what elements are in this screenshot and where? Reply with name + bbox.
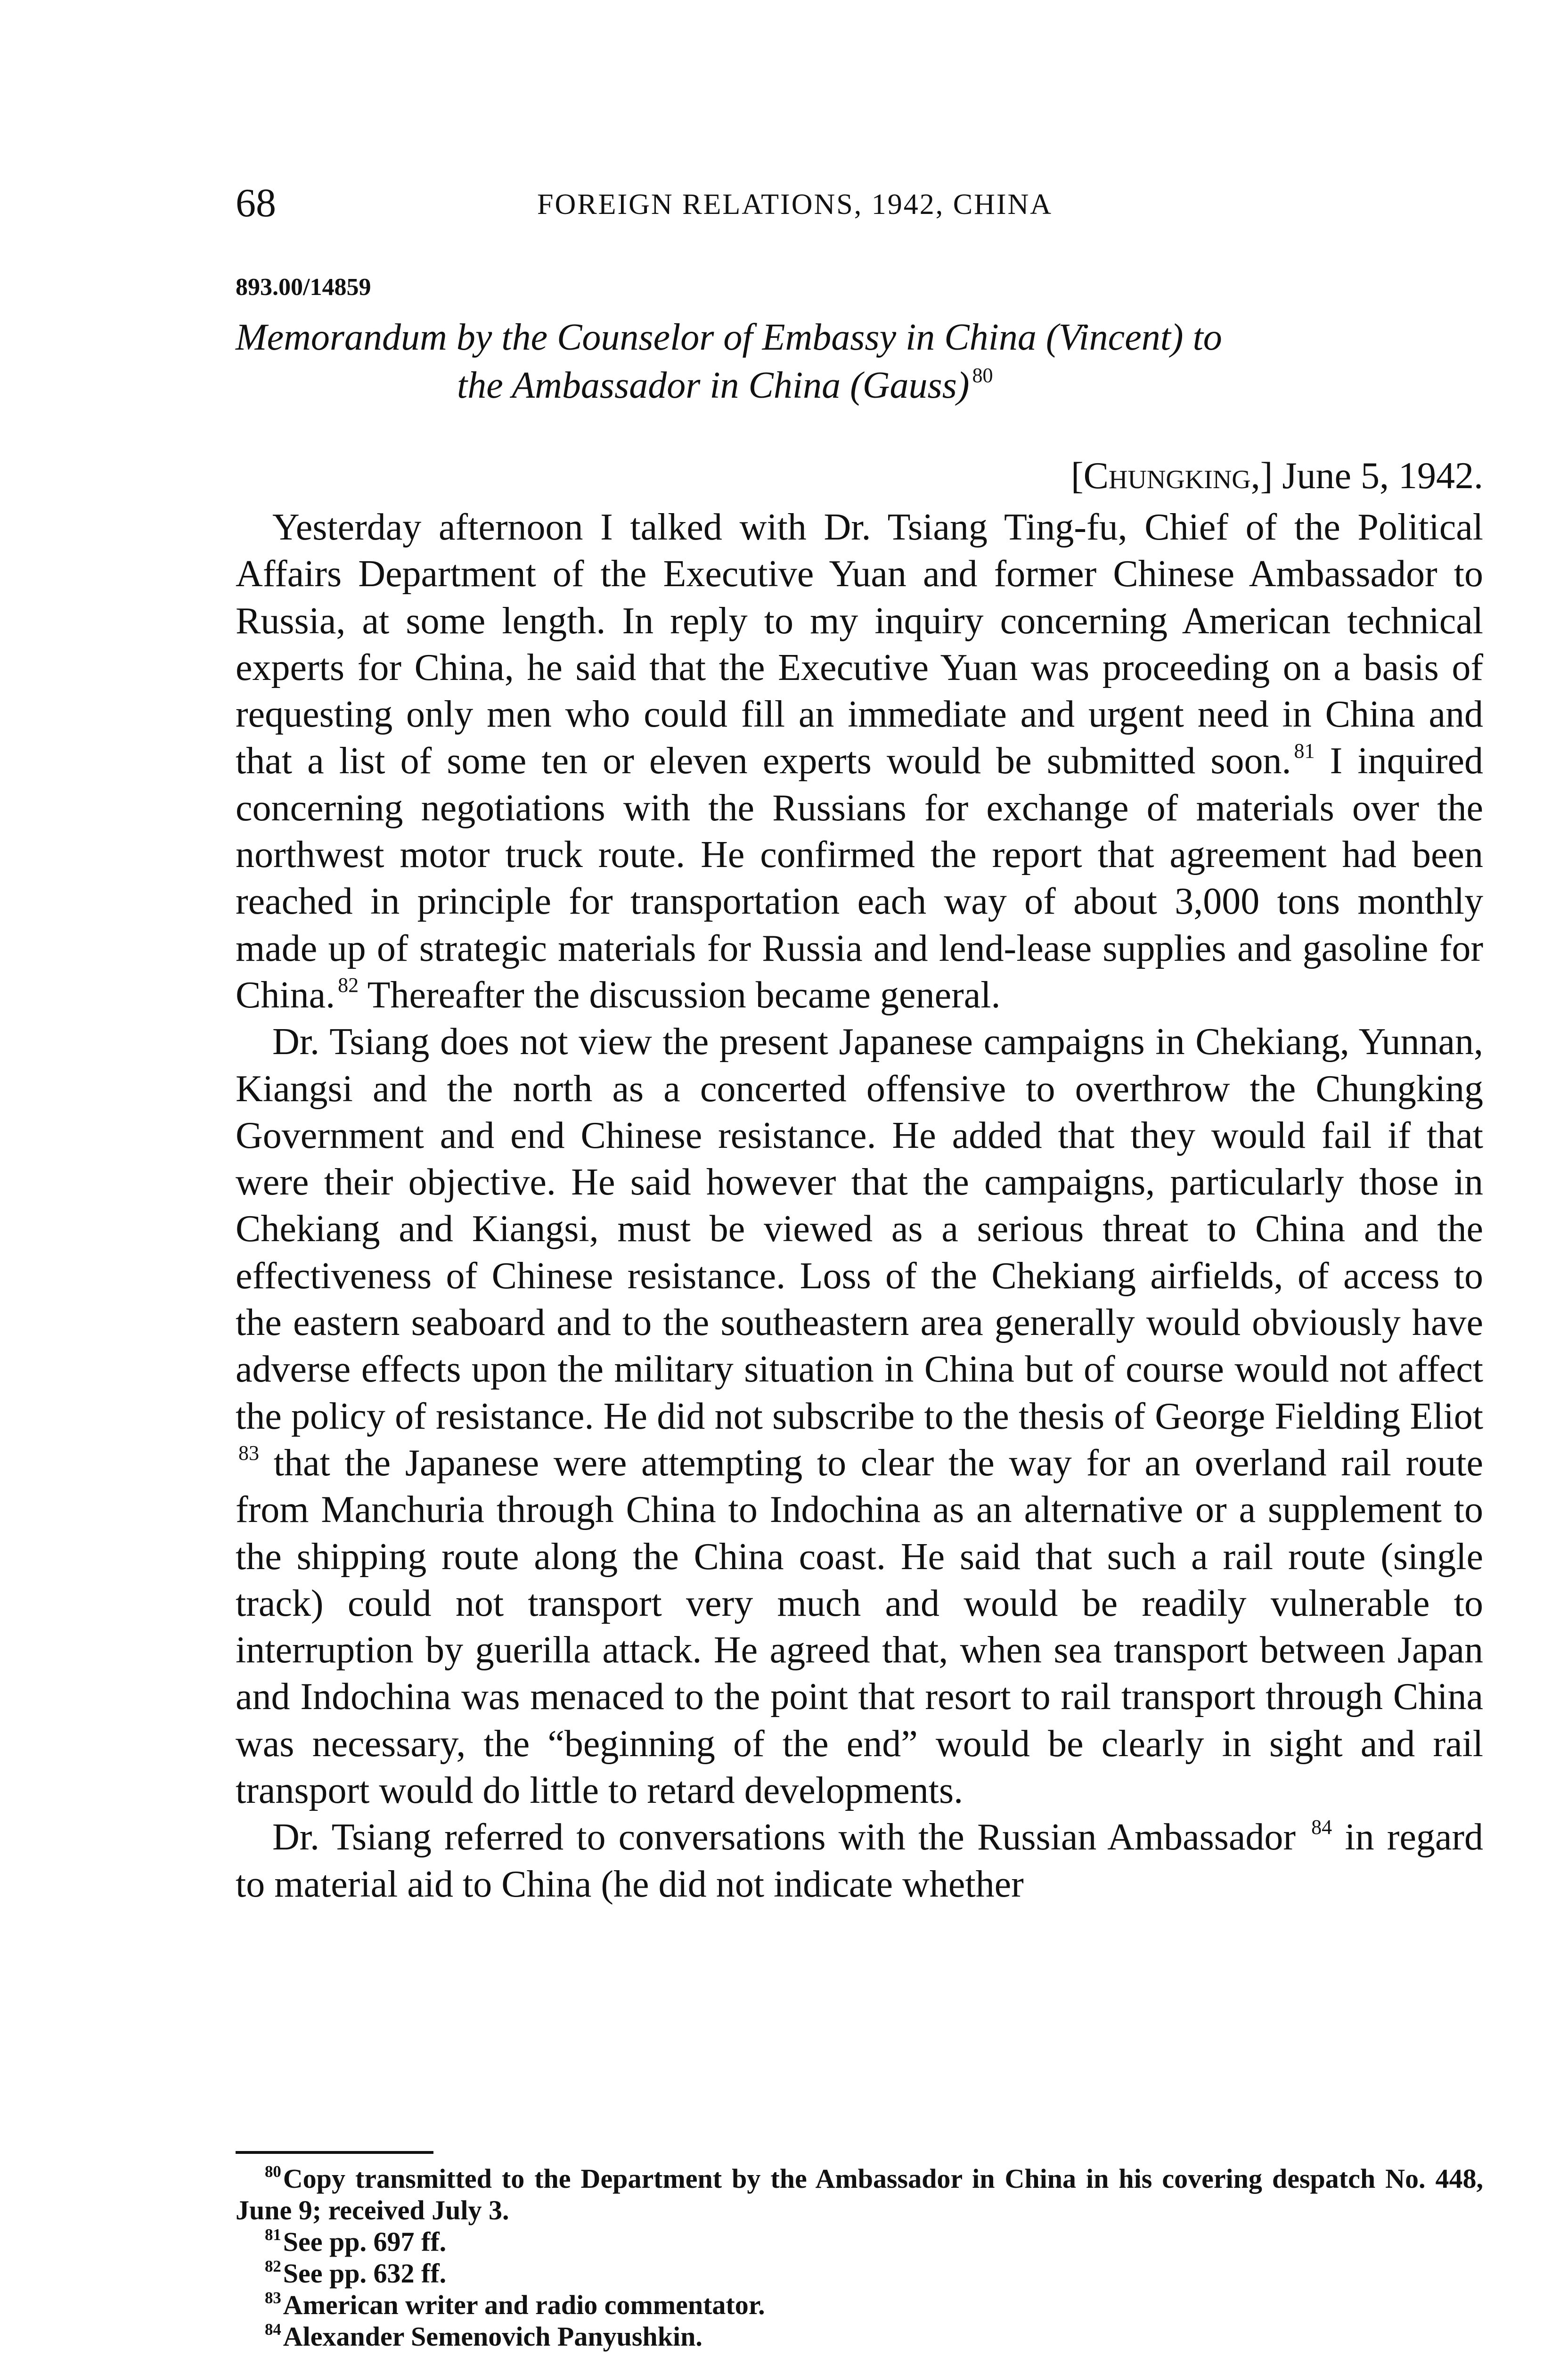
footnote-text: See pp. 697 ff. — [283, 2226, 447, 2257]
footnote-81 — [236, 2226, 1483, 2258]
paragraph-1-part-c: Thereafter the discussion became general. — [367, 974, 1001, 1016]
paragraph-2-part-b: that the Japanese were attempting to clear the way for an overland rail route from Manchuria through China to Indochina as an alternative or a supplement to the shipping route along the China coast. He said that such a rail route (single track) could not transport very much and would be readily vulnerable to interruption by guerilla attack. He agreed that, when sea transport between Japan and Indochina was menaced to the point that resort to rail transport through China was necessary, the “beginning of the end” would be clearly in sight and rail transport would do little to retard developments. — [236, 1442, 1484, 1812]
paragraph-2-part-a: Dr. Tsiang does not view the present Japanese campaigns in Chekiang, Yunnan, Kiangsi and the north as a concerted offensive to overthrow the Chungking Government and end Chinese resistance. He added that they would fail if that were their objective. He said however that the campaigns, particularly those in Chekiang and Kiangsi, must be viewed as a serious threat to China and the effectiveness of Chinese resistance. Loss of the Chekiang airfields, of access to the eastern seaboard and to the southeastern area generally would obviously have adverse effects upon the military situation in China but of course would not affect the policy of resistance. He did not subscribe to the thesis of George Fielding Eliot — [236, 1021, 1483, 1437]
dateline-bracket-open: [ — [1070, 455, 1084, 497]
memorandum-body — [236, 504, 1483, 1908]
title-line-2 — [236, 361, 1489, 409]
dateline-bracket-close: ] — [1260, 455, 1273, 497]
footnote-text: Alexander Semenovich Panyushkin. — [283, 2321, 702, 2352]
running-head: FOREIGN RELATIONS, 1942, CHINA — [537, 188, 1053, 221]
page-header — [236, 179, 1484, 231]
footnote-mark: 82 — [265, 2257, 281, 2276]
dateline-place: Chungking, — [1083, 455, 1260, 497]
footnote-mark: 84 — [265, 2320, 281, 2339]
footnote-text: American writer and radio commentator. — [283, 2290, 765, 2320]
paragraph-1-part-a: Yesterday afternoon I talked with Dr. Tsiang Ting-fu, Chief of the Political Affairs Department of the Executive Yuan and former Chinese Ambassador to Russia, at some length. In reply to my inquiry concerning American technical experts for China, he said that the Executive Yuan was proceeding on a basis of requesting only men who could fill an immediate and urgent need in China and that a list of some ten or eleven experts would be submitted soon. — [236, 507, 1483, 782]
footnote-ref-82: 82 — [338, 973, 359, 997]
footnote-82 — [236, 2258, 1483, 2289]
paragraph-2 — [236, 1019, 1483, 1814]
paragraph-1-part-b: I inquired concerning negotiations with the Russians for exchange of materials over the northwest motor truck route. He confirmed the report that agreement had been reached in principle for transportation each way of about 3,000 tons monthly made up of strategic materials for Russia and lend-lease supplies and gasoline for China. — [236, 740, 1483, 1016]
title-line-1: Memorandum by the Counselor of Embassy in China (Vincent) to — [236, 317, 1222, 358]
footnote-80 — [236, 2163, 1483, 2226]
document-title — [236, 313, 1489, 409]
footnote-ref-84: 84 — [1311, 1816, 1332, 1839]
paragraph-3 — [236, 1814, 1483, 1908]
footnote-text: Copy transmitted to the Department by the Ambassador in China in his covering despatch No. 448, June 9; received July 3. — [236, 2163, 1483, 2225]
dateline — [236, 452, 1483, 499]
footnote-divider — [236, 2151, 433, 2154]
footnote-mark: 80 — [265, 2162, 281, 2181]
footnote-ref-81: 81 — [1294, 739, 1315, 763]
footnotes — [236, 2163, 1483, 2352]
footnote-mark: 81 — [265, 2225, 281, 2244]
dateline-date: June 5, 1942. — [1282, 455, 1483, 497]
footnote-ref-83: 83 — [238, 1441, 259, 1464]
footnote-text: See pp. 632 ff. — [283, 2258, 447, 2289]
footnote-84 — [236, 2321, 1483, 2352]
footnote-83 — [236, 2289, 1483, 2321]
file-number: 893.00/14859 — [236, 274, 371, 301]
paragraph-3-part-b: in regard to material aid to China (he did not indicate whether — [236, 1816, 1484, 1905]
footnote-mark: 83 — [265, 2289, 281, 2307]
paragraph-3-part-a: Dr. Tsiang referred to conversations with the Russian Ambassador — [272, 1816, 1296, 1858]
title-footnote-ref: 80 — [972, 364, 993, 387]
title-line-2-text: the Ambassador in China (Gauss) — [457, 365, 970, 406]
paragraph-1 — [236, 504, 1483, 1019]
page-number: 68 — [236, 180, 276, 225]
